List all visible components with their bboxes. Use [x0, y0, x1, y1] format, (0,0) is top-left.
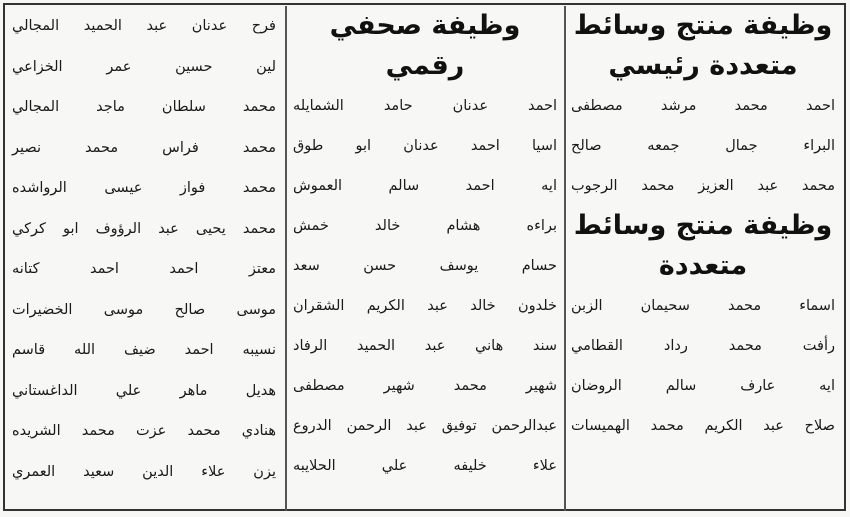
name-entry: محمد سلطان ماجد المجالي [12, 99, 276, 115]
name-entry: صلاح عبد الكريم محمد الهميسات [571, 418, 835, 434]
column-middle [289, 6, 561, 511]
name-entry: فرح عدنان عبد الحميد المجالي [12, 18, 276, 34]
name-entry: اسماء محمد سحيمان الزبن [571, 298, 835, 314]
section-heading [567, 6, 839, 86]
name-entry: معتز احمد احمد كتانه [12, 261, 276, 277]
heading-line: متعددة رئيسي [608, 50, 798, 81]
heading-line: وظيفة منتج وسائط [573, 10, 833, 41]
name-entry: البراء جمال جمعه صالح [571, 138, 835, 154]
name-entry: علاء خليفه علي الحلايبه [293, 458, 557, 474]
column-divider [285, 6, 287, 511]
name-entry: رأفت محمد رداد القطامي [571, 338, 835, 354]
heading-line: متعددة [658, 250, 748, 281]
name-entry: سند هاني عبد الحميد الرفاد [293, 338, 557, 354]
name-entry: يزن علاء الدين سعيد العمري [12, 463, 276, 480]
name-entry: براءه هشام خالد خمش [293, 218, 557, 234]
name-entry: خلدون خالد عبد الكريم الشقران [293, 298, 557, 314]
heading-line: وظيفة منتج وسائط [573, 210, 833, 241]
name-entry: ايه احمد سالم العموش [293, 178, 557, 194]
name-entry: محمد عبد العزيز محمد الرجوب [571, 178, 835, 194]
name-entry: عبدالرحمن توفيق عبد الرحمن الدروع [293, 418, 557, 434]
column-right [567, 6, 839, 511]
name-entry: ايه عارف سالم الروضان [571, 378, 835, 394]
name-entry: احمد عدنان حامد الشمايله [293, 98, 557, 114]
name-entry: احمد محمد مرشد مصطفى [571, 98, 835, 114]
name-entry: نسيبه احمد ضيف الله قاسم [12, 342, 276, 358]
name-entry: محمد فراس محمد نصير [12, 139, 276, 156]
name-entry: لين حسين عمر الخزاعي [12, 58, 276, 75]
name-entry: شهير محمد شهير مصطفى [293, 378, 557, 394]
name-entry: محمد فواز عيسى الرواشده [12, 180, 276, 196]
name-entry: اسيا احمد عدنان ابو طوق [293, 138, 557, 154]
column-divider [564, 6, 566, 511]
section-heading [567, 206, 839, 286]
name-entry: حسام يوسف حسن سعد [293, 258, 557, 274]
column-left [8, 6, 280, 511]
section-heading: وظيفة صحفي رقمي [329, 10, 521, 81]
name-entry: هنادي محمد عزت محمد الشريده [12, 423, 276, 439]
name-entry: موسى صالح موسى الخضيرات [12, 301, 276, 318]
name-entry: محمد يحيى عبد الرؤوف ابو كركي [12, 220, 276, 237]
name-entry: هديل ماهر علي الداغستاني [12, 382, 276, 399]
